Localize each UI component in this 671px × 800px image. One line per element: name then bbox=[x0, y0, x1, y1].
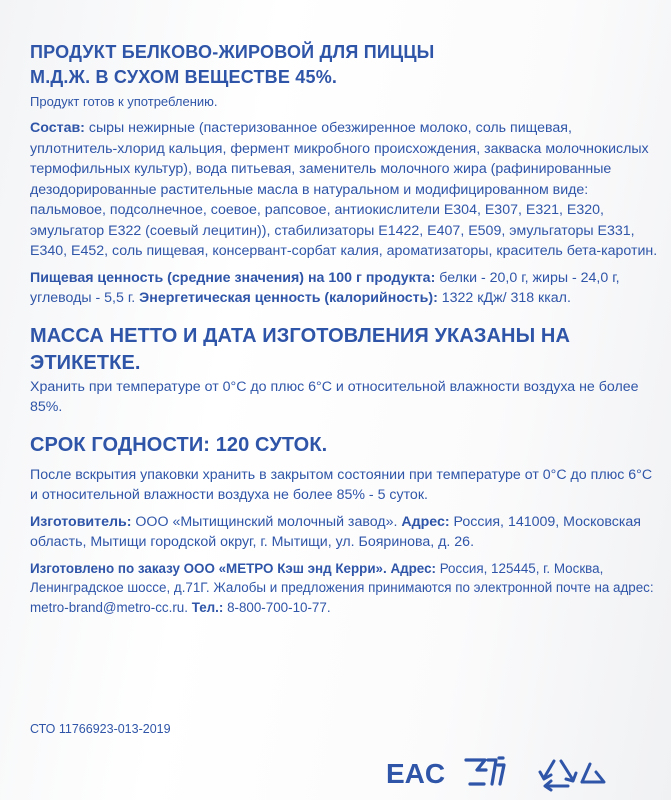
nutrition-label: Пищевая ценность (средние значения) на 100 г продукта: bbox=[30, 269, 436, 286]
ordered-address-label: Адрес: bbox=[386, 560, 436, 576]
energy-label: Энергетическая ценность (калорийность): bbox=[139, 290, 438, 306]
ready-note: Продукт готов к употреблению. bbox=[30, 94, 218, 109]
storage-conditions: Хранить при температуре от 0°С до плюс 6°С и относительной влажности воздуха не более 85%. bbox=[30, 378, 643, 415]
ordered-label: Изготовлено по заказу ООО «МЕТРО Кэш энд Керри». bbox=[30, 560, 387, 576]
composition-label: Состав: bbox=[30, 120, 85, 136]
standard-code: СТО 11766923-013-2019 bbox=[30, 722, 171, 736]
recycle-triangle-icon bbox=[540, 761, 604, 790]
certification-marks bbox=[386, 752, 626, 792]
manufacturer bbox=[30, 512, 658, 553]
product-title-line2: М.Д.Ж. В СУХОМ ВЕЩЕСТВЕ 45%. bbox=[30, 67, 338, 87]
product-label bbox=[30, 40, 658, 617]
ordered-by bbox=[30, 559, 658, 618]
composition bbox=[30, 118, 658, 262]
manufacturer-name: ООО «Мытищинский молочный завод». bbox=[131, 513, 402, 530]
energy-value: 1322 кДж/ 318 ккал. bbox=[437, 290, 571, 306]
nutrition-values: белки - 20,0 г, жиры - 24,0 г, углеводы - 5,5 г. bbox=[30, 269, 624, 306]
ordered-phone: 8-800-700-10-77. bbox=[223, 599, 331, 615]
shelf-life: СРОК ГОДНОСТИ: 120 СУТОК. bbox=[30, 433, 328, 456]
product-title-line1: ПРОДУКТ БЕЛКОВО-ЖИРОВОЙ ДЛЯ ПИЦЦЫ bbox=[30, 42, 435, 62]
eac-mark-text: EAC bbox=[386, 758, 446, 789]
mass-note: МАССА НЕТТО И ДАТА ИЗГОТОВЛЕНИЯ УКАЗАНЫ НА ЭТИКЕТКЕ. bbox=[30, 324, 576, 374]
manufacturer-address: Россия, 141009, Московская область, Мытищи городской округ, г. Мытищи, ул. Бояринова, д. 26. bbox=[30, 513, 645, 550]
ordered-phone-label: Тел.: bbox=[187, 599, 224, 615]
eac-mark-icon bbox=[386, 758, 445, 789]
manufacturer-address-label: Адрес: bbox=[401, 513, 450, 530]
manufacturer-label: Изготовитель: bbox=[30, 513, 132, 530]
ordered-address: Россия, 125445, г. Москва, Ленинградское шоссе, д.71Г. Жалобы и предложения принимаются по электронной почте на адрес: metro-brand@metro-cc.ru. bbox=[30, 560, 658, 615]
after-opening: После вскрытия упаковки хранить в закрытом состоянии при температуре от 0°С до плюс 6°С и относительной влажности воздуха не более 85% - 5 суток. bbox=[30, 466, 657, 503]
composition-text: сыры нежирные (пастеризованное обезжиренное молоко, соль пищевая, уплотнитель-хлорид кальция, фермент микробного происхождения, закваска молочнокислых термофильных культур), вода питьевая, заменитель молочного жира (рафинированные дезодорированные растительные масла в натуральном и модифицированном виде: пальмовое, подсолнечное, соевое, рапсовое, антиокислители Е304, Е307, Е321, Е320, эмульгатор Е322 (соевый лецитин)), стабилизаторы Е1422, Е407, Е509, эмульгаторы Е331, Е340, Е452, соль пищевая, консервант-сорбат калия, ароматизаторы, краситель бета-каротин. bbox=[30, 120, 658, 259]
nutrition bbox=[30, 268, 658, 309]
pp-recycling-icon bbox=[466, 758, 504, 784]
